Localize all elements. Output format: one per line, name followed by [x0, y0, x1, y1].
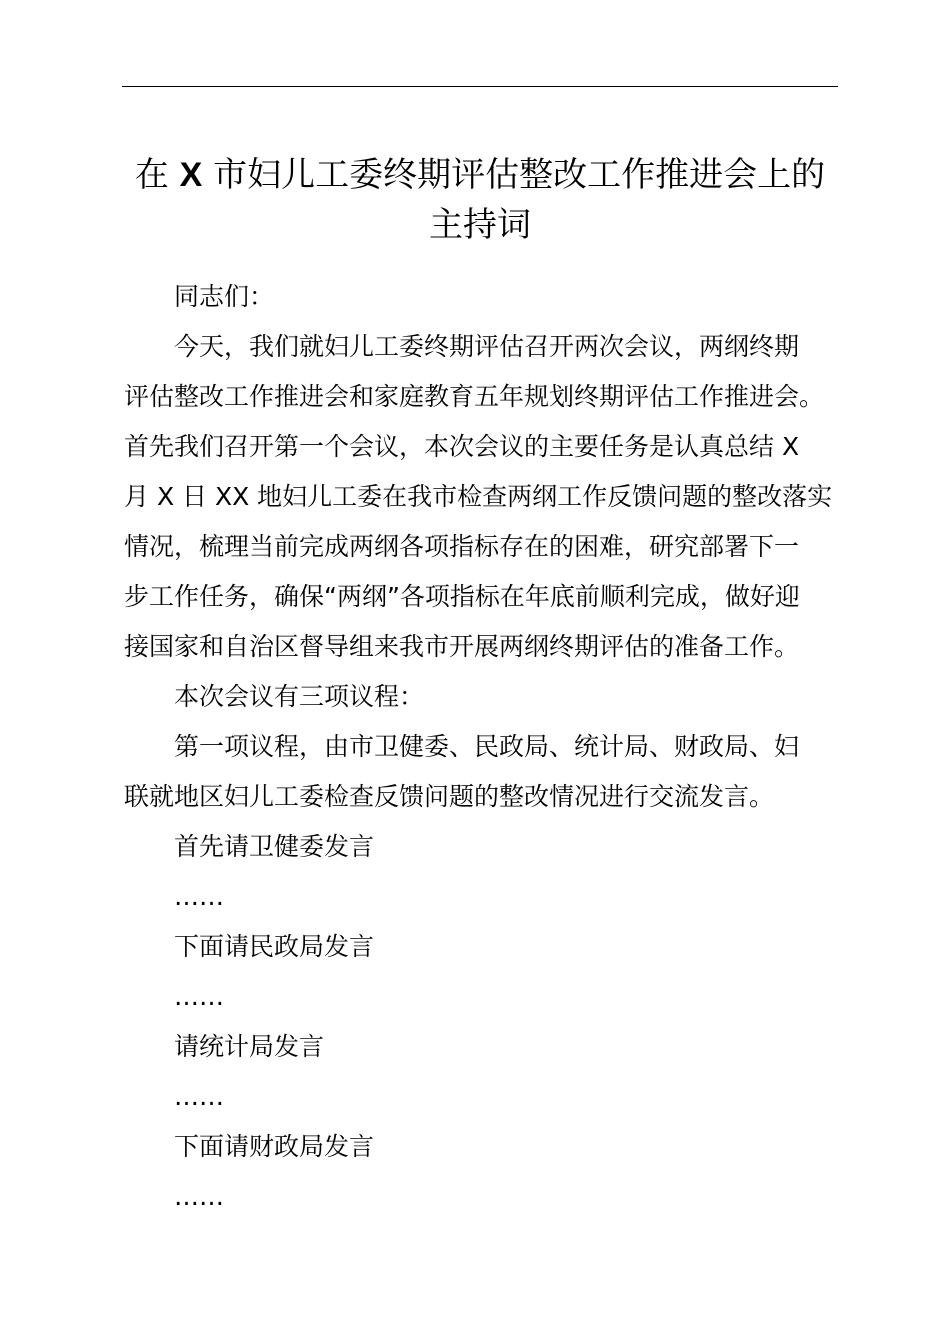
ellipsis: …… — [174, 982, 224, 1011]
ellipsis: …… — [174, 1082, 224, 1111]
title-city-x: X — [179, 156, 203, 194]
paragraph-line: 月 X 日 XX 地妇儿工委在我市检查两纲工作反馈问题的整改落实 — [124, 482, 833, 511]
title-line-1 — [110, 150, 850, 200]
ellipsis: …… — [174, 882, 224, 911]
agenda-item-1 — [124, 722, 844, 822]
title-line-2: 主持词 — [429, 205, 531, 245]
ellipsis: …… — [174, 1182, 224, 1211]
speaker-line-health: 首先请卫健委发言 — [174, 832, 375, 861]
paragraph-line: 联就地区妇儿工委检查反馈问题的整改情况进行交流发言。 — [124, 782, 775, 811]
paragraph-line: 首先我们召开第一个会议，本次会议的主要任务是认真总结 X — [124, 432, 800, 461]
paragraph-line: 今天，我们就妇儿工委终期评估召开两次会议，两纲终期 — [174, 332, 800, 361]
paragraph-line: 评估整改工作推进会和家庭教育五年规划终期评估工作推进会。 — [124, 382, 825, 411]
paragraph-line: 第一项议程，由市卫健委、民政局、统计局、财政局、妇 — [174, 732, 800, 761]
document-title — [110, 150, 850, 250]
title-suffix: 市妇儿工委终期评估整改工作推进会上的 — [202, 155, 826, 195]
paragraph-line: 接国家和自治区督导组来我市开展两纲终期评估的准备工作。 — [124, 632, 800, 661]
title-prefix: 在 — [134, 155, 180, 195]
header-rule — [122, 86, 838, 87]
document-body — [124, 272, 844, 1222]
paragraph-line: 步工作任务，确保“两纲”各项指标在年底前顺利完成，做好迎 — [124, 582, 800, 611]
paragraph-line: 情况，梳理当前完成两纲各项指标存在的困难，研究部署下一 — [124, 532, 800, 561]
speaker-line-civil-affairs: 下面请民政局发言 — [174, 932, 375, 961]
speaker-line-finance: 下面请财政局发言 — [174, 1132, 375, 1161]
intro-paragraph — [124, 322, 844, 672]
agenda-intro: 本次会议有三项议程： — [174, 682, 425, 711]
speaker-line-statistics: 请统计局发言 — [174, 1032, 325, 1061]
salutation: 同志们： — [174, 282, 275, 311]
